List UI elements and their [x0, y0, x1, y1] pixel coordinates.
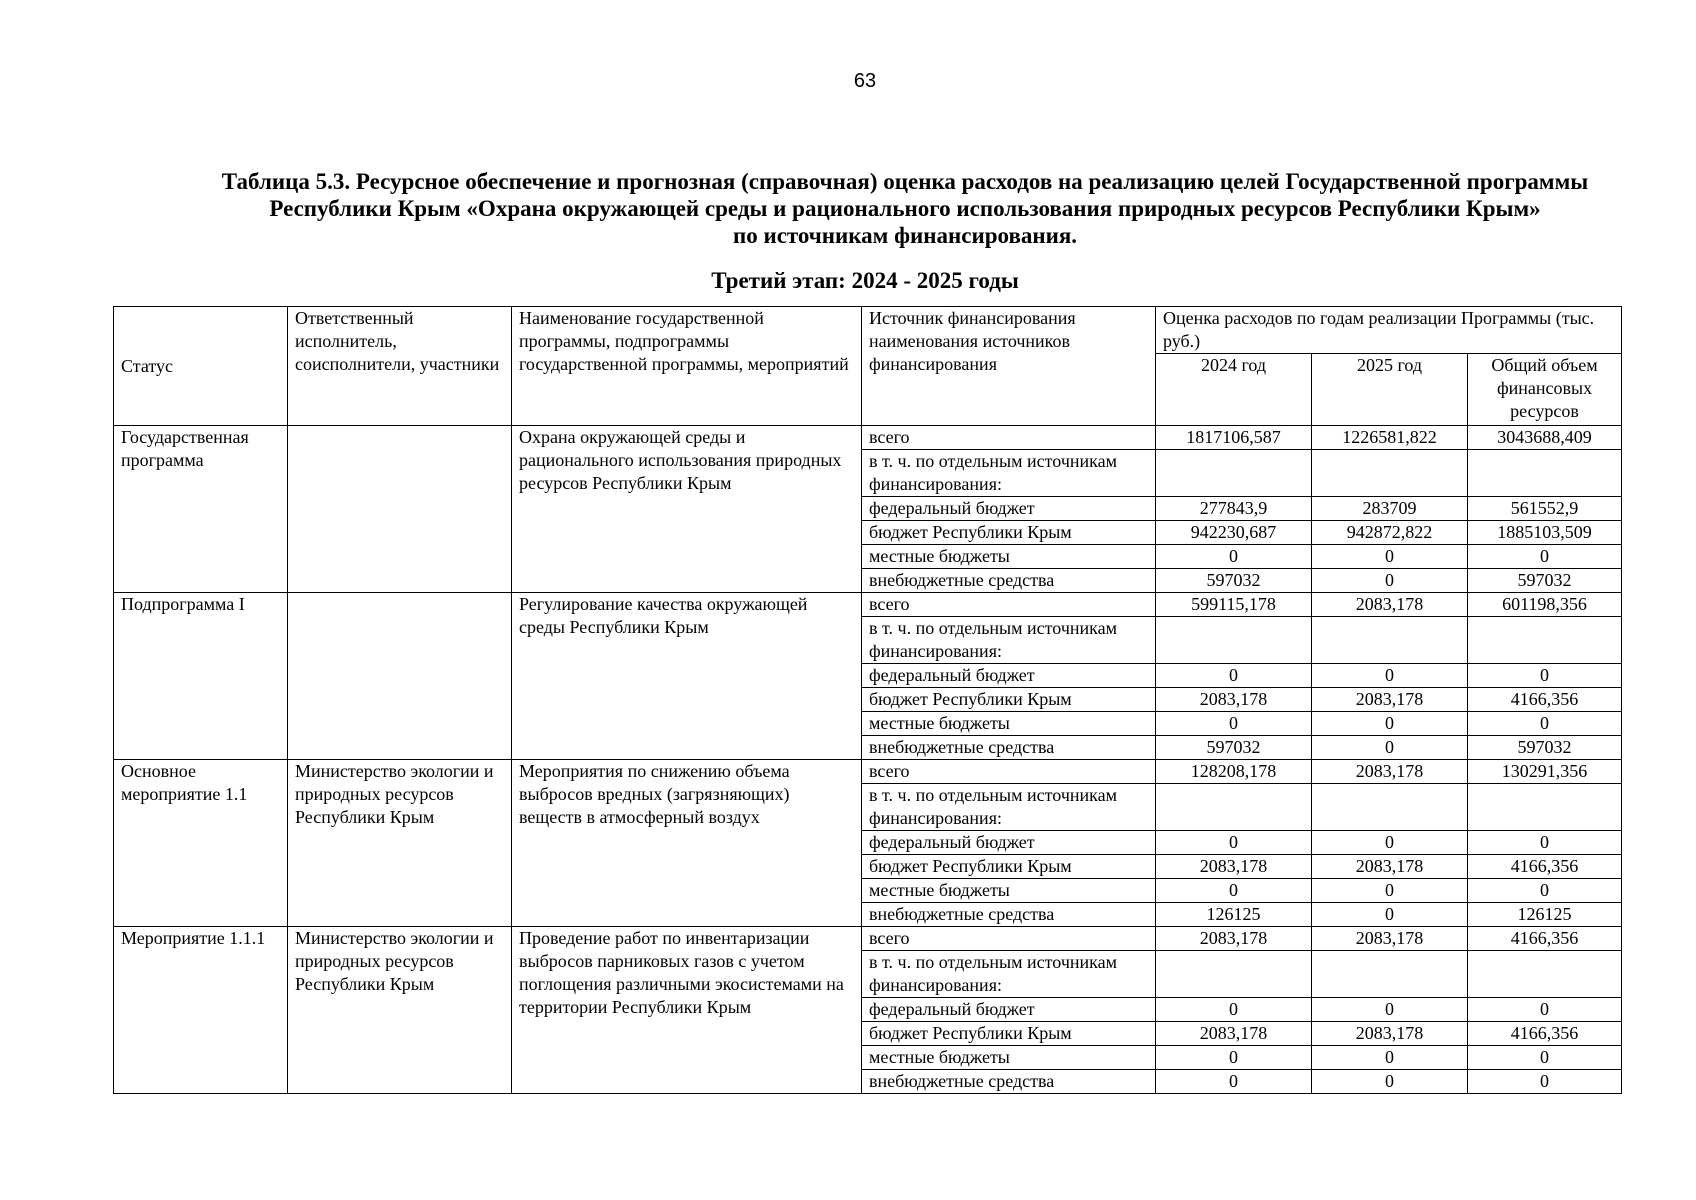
source-cell: местные бюджеты [862, 1046, 1156, 1070]
source-cell: в т. ч. по отдельным источникам финансирования: [862, 450, 1156, 497]
value-2025-cell: 2083,178 [1312, 593, 1468, 617]
status-cell: Подпрограмма I [114, 593, 288, 760]
source-cell: федеральный бюджет [862, 831, 1156, 855]
value-2025-cell: 0 [1312, 831, 1468, 855]
value-total-cell: 1885103,509 [1468, 521, 1622, 545]
value-total-cell [1468, 784, 1622, 831]
value-total-cell: 0 [1468, 545, 1622, 569]
source-cell: бюджет Республики Крым [862, 521, 1156, 545]
value-total-cell: 0 [1468, 1046, 1622, 1070]
value-2024-cell: 0 [1156, 1070, 1312, 1094]
header-2025: 2025 год [1312, 354, 1468, 426]
value-2024-cell: 128208,178 [1156, 760, 1312, 784]
value-2025-cell: 1226581,822 [1312, 426, 1468, 450]
source-cell: внебюджетные средства [862, 736, 1156, 760]
value-2024-cell [1156, 617, 1312, 664]
value-2024-cell: 942230,687 [1156, 521, 1312, 545]
value-total-cell: 0 [1468, 879, 1622, 903]
value-total-cell: 4166,356 [1468, 1022, 1622, 1046]
header-status: Статус [114, 307, 288, 426]
value-total-cell: 0 [1468, 712, 1622, 736]
source-cell: внебюджетные средства [862, 1070, 1156, 1094]
header-name: Наименование государственной программы, подпрограммы государственной программы, мероприятий [512, 307, 862, 426]
status-cell: Основное мероприятие 1.1 [114, 760, 288, 927]
value-2024-cell: 2083,178 [1156, 855, 1312, 879]
value-total-cell: 0 [1468, 831, 1622, 855]
value-2024-cell: 599115,178 [1156, 593, 1312, 617]
header-source: Источник финансирования наименования источников финансирования [862, 307, 1156, 426]
value-2025-cell: 0 [1312, 1046, 1468, 1070]
value-2024-cell: 0 [1156, 998, 1312, 1022]
table-row [114, 593, 1622, 617]
title-line-2: Республики Крым «Охрана окружающей среды и рационального использования природных ресурсов Республики Крым» [269, 196, 1541, 221]
value-total-cell: 0 [1468, 1070, 1622, 1094]
table-row [114, 426, 1622, 450]
value-2024-cell: 1817106,587 [1156, 426, 1312, 450]
responsible-cell [288, 593, 512, 760]
value-total-cell [1468, 951, 1622, 998]
status-cell: Государственная программа [114, 426, 288, 593]
stage-heading: Третий этап: 2024 - 2025 годы [711, 268, 1019, 293]
source-cell: местные бюджеты [862, 879, 1156, 903]
source-cell: федеральный бюджет [862, 497, 1156, 521]
value-total-cell: 597032 [1468, 569, 1622, 593]
header-2024: 2024 год [1156, 354, 1312, 426]
value-total-cell: 130291,356 [1468, 760, 1622, 784]
source-cell: в т. ч. по отдельным источникам финансирования: [862, 784, 1156, 831]
source-cell: бюджет Республики Крым [862, 1022, 1156, 1046]
source-cell: местные бюджеты [862, 712, 1156, 736]
source-cell: всего [862, 927, 1156, 951]
value-2025-cell: 2083,178 [1312, 855, 1468, 879]
value-2024-cell [1156, 951, 1312, 998]
value-2024-cell: 2083,178 [1156, 927, 1312, 951]
responsible-cell: Министерство экологии и природных ресурсов Республики Крым [288, 760, 512, 927]
source-cell: всего [862, 426, 1156, 450]
value-2024-cell: 597032 [1156, 569, 1312, 593]
value-2024-cell: 0 [1156, 831, 1312, 855]
source-cell: всего [862, 760, 1156, 784]
value-2025-cell: 0 [1312, 998, 1468, 1022]
value-2025-cell: 2083,178 [1312, 927, 1468, 951]
value-total-cell: 561552,9 [1468, 497, 1622, 521]
value-2025-cell [1312, 784, 1468, 831]
value-2024-cell: 0 [1156, 545, 1312, 569]
value-2024-cell: 2083,178 [1156, 688, 1312, 712]
responsible-cell: Министерство экологии и природных ресурсов Республики Крым [288, 927, 512, 1094]
value-2024-cell: 126125 [1156, 903, 1312, 927]
table-title [80, 168, 1696, 249]
value-2024-cell: 0 [1156, 712, 1312, 736]
value-2024-cell: 0 [1156, 879, 1312, 903]
value-total-cell: 3043688,409 [1468, 426, 1622, 450]
value-2025-cell: 283709 [1312, 497, 1468, 521]
source-cell: местные бюджеты [862, 545, 1156, 569]
program-name-cell: Регулирование качества окружающей среды Республики Крым [512, 593, 862, 760]
value-2025-cell [1312, 617, 1468, 664]
value-total-cell: 601198,356 [1468, 593, 1622, 617]
value-2024-cell [1156, 450, 1312, 497]
header-estimate: Оценка расходов по годам реализации Программы (тыс. руб.) [1156, 307, 1622, 354]
header-total: Общий объем финансовых ресурсов [1468, 354, 1622, 426]
value-2025-cell: 2083,178 [1312, 1022, 1468, 1046]
value-2025-cell: 942872,822 [1312, 521, 1468, 545]
value-2025-cell [1312, 450, 1468, 497]
source-cell: внебюджетные средства [862, 903, 1156, 927]
value-2025-cell [1312, 951, 1468, 998]
program-name-cell: Мероприятия по снижению объема выбросов вредных (загрязняющих) веществ в атмосферный воздух [512, 760, 862, 927]
value-2025-cell: 0 [1312, 545, 1468, 569]
table-row [114, 927, 1622, 951]
source-cell: в т. ч. по отдельным источникам финансирования: [862, 617, 1156, 664]
value-2024-cell: 597032 [1156, 736, 1312, 760]
header-responsible: Ответственный исполнитель, соисполнители, участники [288, 307, 512, 426]
value-2024-cell [1156, 784, 1312, 831]
value-total-cell [1468, 450, 1622, 497]
value-2025-cell: 0 [1312, 1070, 1468, 1094]
value-total-cell [1468, 617, 1622, 664]
source-cell: всего [862, 593, 1156, 617]
value-total-cell: 4166,356 [1468, 855, 1622, 879]
title-line-1: Таблица 5.3. Ресурсное обеспечение и прогнозная (справочная) оценка расходов на реализацию целей Государственной программы [221, 169, 1589, 194]
value-total-cell: 4166,356 [1468, 688, 1622, 712]
source-cell: федеральный бюджет [862, 998, 1156, 1022]
value-2025-cell: 0 [1312, 903, 1468, 927]
program-name-cell: Проведение работ по инвентаризации выбросов парниковых газов с учетом поглощения различными экосистемами на территории Республики Крым [512, 927, 862, 1094]
table-body [114, 426, 1622, 1094]
value-2024-cell: 2083,178 [1156, 1022, 1312, 1046]
source-cell: федеральный бюджет [862, 664, 1156, 688]
value-total-cell: 126125 [1468, 903, 1622, 927]
value-total-cell: 0 [1468, 664, 1622, 688]
value-2025-cell: 0 [1312, 569, 1468, 593]
page-number: 63 [853, 70, 877, 92]
value-2025-cell: 0 [1312, 664, 1468, 688]
value-total-cell: 0 [1468, 998, 1622, 1022]
value-2025-cell: 0 [1312, 712, 1468, 736]
status-cell: Мероприятие 1.1.1 [114, 927, 288, 1094]
value-2025-cell: 0 [1312, 879, 1468, 903]
value-2025-cell: 2083,178 [1312, 688, 1468, 712]
program-name-cell: Охрана окружающей среды и рационального использования природных ресурсов Республики Крым [512, 426, 862, 593]
value-total-cell: 4166,356 [1468, 927, 1622, 951]
value-2025-cell: 0 [1312, 736, 1468, 760]
value-2024-cell: 277843,9 [1156, 497, 1312, 521]
source-cell: в т. ч. по отдельным источникам финансирования: [862, 951, 1156, 998]
source-cell: бюджет Республики Крым [862, 855, 1156, 879]
source-cell: бюджет Республики Крым [862, 688, 1156, 712]
source-cell: внебюджетные средства [862, 569, 1156, 593]
financing-table [113, 306, 1622, 1094]
value-2025-cell: 2083,178 [1312, 760, 1468, 784]
value-2024-cell: 0 [1156, 1046, 1312, 1070]
value-2024-cell: 0 [1156, 664, 1312, 688]
value-total-cell: 597032 [1468, 736, 1622, 760]
table-row [114, 760, 1622, 784]
responsible-cell [288, 426, 512, 593]
title-line-3: по источникам финансирования. [732, 223, 1078, 248]
